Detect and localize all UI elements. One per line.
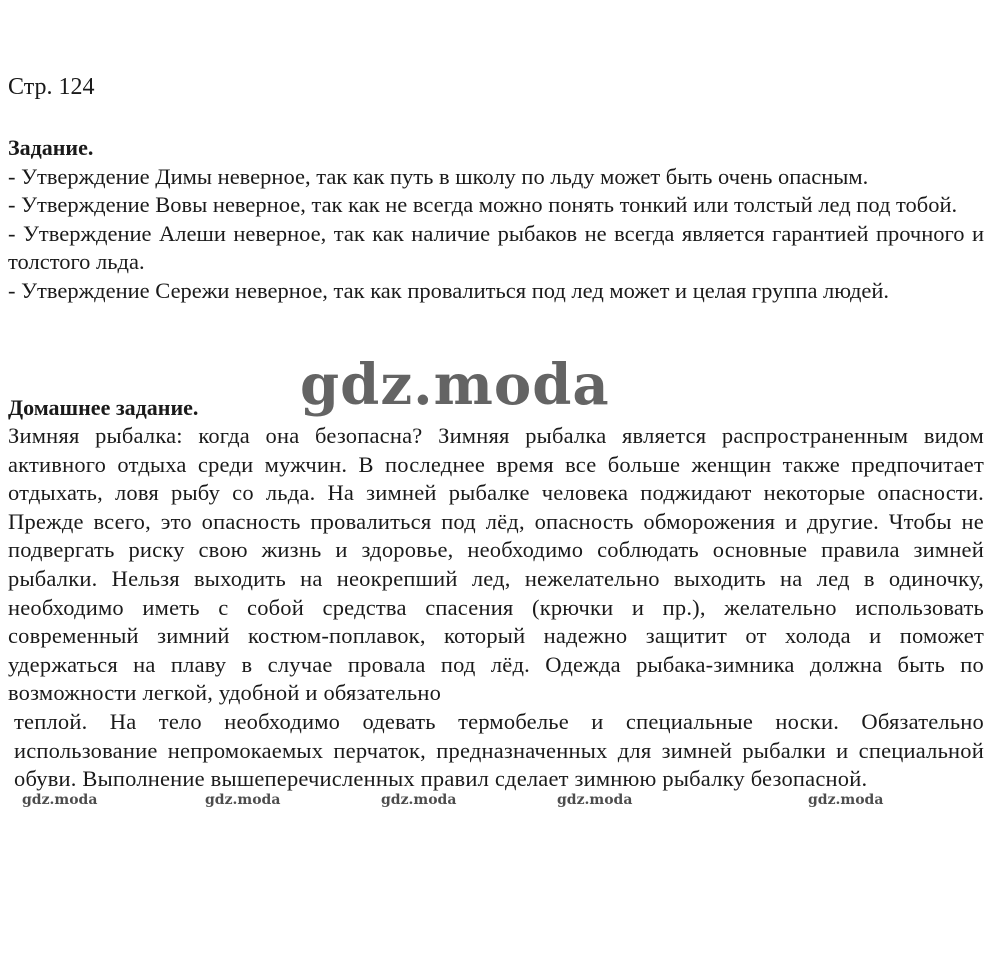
task-line-1: - Утверждение Димы неверное, так как путь в школу по льду может быть очень опасным. xyxy=(8,163,869,189)
watermark-small: gdz.moda xyxy=(557,792,633,808)
watermark-small: gdz.moda xyxy=(22,792,98,808)
homework-heading: Домашнее задание. xyxy=(8,395,199,420)
task-section xyxy=(8,134,984,306)
watermark-small: gdz.moda xyxy=(205,792,281,808)
watermark-small: gdz.moda xyxy=(381,792,457,808)
homework-section xyxy=(8,394,984,794)
task-line-3: - Утверждение Алеши неверное, так как наличие рыбаков не всегда является гарантией прочного и толстого льда. xyxy=(8,220,984,275)
task-line-2: - Утверждение Вовы неверное, так как не всегда можно понять тонкий или толстый лед под тобой. xyxy=(8,192,958,218)
homework-text: Зимняя рыбалка: когда она безопасна? Зимняя рыбалка является распространенным видом активного отдыха среди мужчин. В последнее время все больше женщин также предпочитает отдыхать, ловя рыбу со льда. На зимней рыбалке человека поджидают некоторые опасности. Прежде всего, это опасность провалиться под лёд, опасность обморожения и другие. Чтобы не подвергать риску свою жизнь и здоровье, необходимо соблюдать основные правила зимней рыбалки. Нельзя выходить на неокрепший лед, нежелательно выходить на лед в одиночку, необходимо иметь с собой средства спасения (крючки и пр.), желательно использовать современный зимний костюм-поплавок, который надежно защитит от холода и поможет удержаться на плаву в случае провала под лёд. Одежда рыбака-зимника должна быть по возможности легкой, удобной и обязательно xyxy=(8,423,984,706)
homework-text-tail: теплой. На тело необходимо одевать термобелье и специальные носки. Обязательно использование непромокаемых перчаток, предназначенных для зимней рыбалки и специальной обуви. Выполнение вышеперечисленных правил сделает зимнюю рыбалку безопасной. xyxy=(14,708,984,792)
watermark-logo: gdz.moda xyxy=(300,352,610,418)
page-number: Стр. 124 xyxy=(8,74,95,100)
watermark-small: gdz.moda xyxy=(808,792,884,808)
task-line-4: - Утверждение Сережи неверное, так как провалиться под лед может и целая группа людей. xyxy=(8,277,890,303)
task-heading: Задание. xyxy=(8,135,94,160)
